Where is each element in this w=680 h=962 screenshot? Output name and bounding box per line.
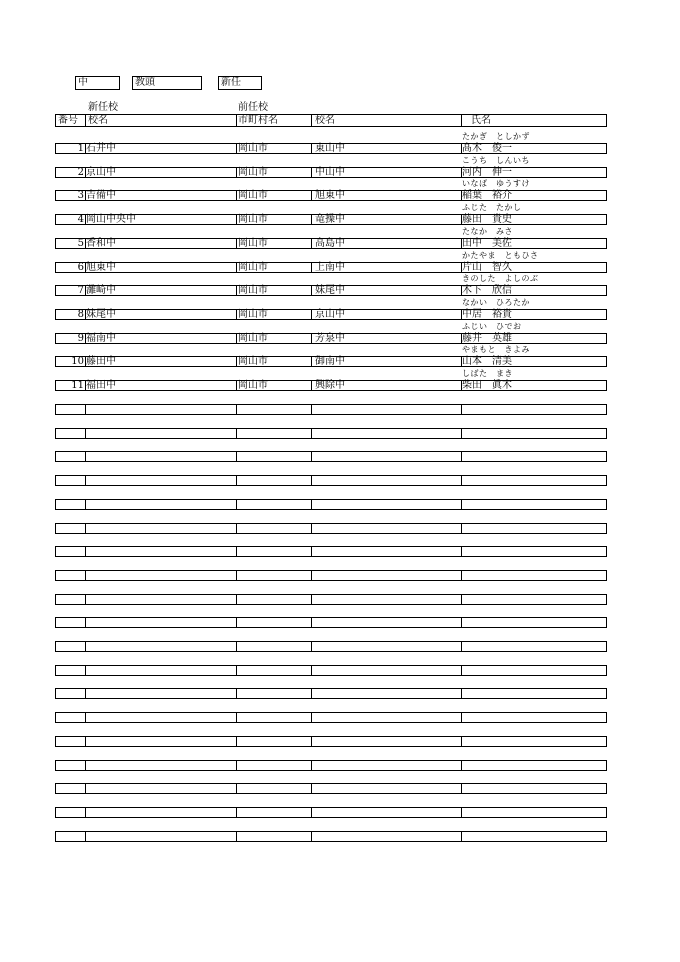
empty-table-row[interactable]	[55, 523, 607, 534]
empty-table-row[interactable]	[55, 546, 607, 557]
city-cell[interactable]: 岡山市	[238, 309, 268, 320]
name-reading: たかぎ としかず	[462, 132, 530, 141]
field-level[interactable]: 中	[75, 76, 120, 90]
new-school-cell[interactable]: 吉備中	[86, 190, 116, 201]
name-reading: なかい ひろたか	[462, 298, 530, 307]
city-cell[interactable]: 岡山市	[238, 285, 268, 296]
empty-table-row[interactable]	[55, 499, 607, 510]
city-cell[interactable]: 岡山市	[238, 356, 268, 367]
table-row	[55, 143, 607, 154]
empty-table-row[interactable]	[55, 736, 607, 747]
name-reading: いなば ゆうすけ	[462, 179, 530, 188]
name-reading: ふじい ひでお	[462, 322, 522, 331]
new-school-cell[interactable]: 福田中	[86, 380, 116, 391]
table-row	[55, 356, 607, 367]
previous-school-cell[interactable]: 上南中	[315, 262, 345, 273]
empty-table-row[interactable]	[55, 570, 607, 581]
new-school-cell[interactable]: 藤田中	[86, 356, 116, 367]
table-row	[55, 167, 607, 178]
city-cell[interactable]: 岡山市	[238, 262, 268, 273]
table-row	[55, 262, 607, 273]
table-row	[55, 309, 607, 320]
previous-school-cell[interactable]: 妹尾中	[315, 285, 345, 296]
city-cell[interactable]: 岡山市	[238, 143, 268, 154]
empty-table-row[interactable]	[55, 712, 607, 723]
name-cell[interactable]: 藤田 貴史	[462, 214, 512, 225]
city-cell[interactable]: 岡山市	[238, 167, 268, 178]
name-reading: ふじた たかし	[462, 203, 522, 212]
new-school-cell[interactable]: 灘崎中	[86, 285, 116, 296]
row-number: 5	[77, 238, 84, 249]
column-header-number: 番号	[58, 115, 78, 126]
previous-school-cell[interactable]: 京山中	[315, 309, 345, 320]
name-cell[interactable]: 山本 清美	[462, 356, 512, 367]
table-row	[55, 214, 607, 225]
previous-school-cell[interactable]: 中山中	[315, 167, 345, 178]
previous-school-cell[interactable]: 高島中	[315, 238, 345, 249]
table-header-row	[55, 114, 607, 127]
empty-table-row[interactable]	[55, 451, 607, 462]
row-number: 9	[77, 333, 84, 344]
name-cell[interactable]: 柴田 眞木	[462, 380, 512, 391]
table-row	[55, 333, 607, 344]
previous-school-cell[interactable]: 東山中	[315, 143, 345, 154]
empty-table-row[interactable]	[55, 475, 607, 486]
new-school-cell[interactable]: 福南中	[86, 333, 116, 344]
new-school-cell[interactable]: 岡山中央中	[86, 214, 136, 225]
previous-school-cell[interactable]: 興除中	[315, 380, 345, 391]
field-position[interactable]: 教頭	[132, 76, 202, 90]
new-school-cell[interactable]: 香和中	[86, 238, 116, 249]
previous-school-cell[interactable]: 御南中	[315, 356, 345, 367]
group-label-previous-school: 前任校	[238, 102, 268, 113]
new-school-cell[interactable]: 妹尾中	[86, 309, 116, 320]
table-row	[55, 238, 607, 249]
name-reading: きのした よしのぶ	[462, 274, 539, 283]
name-reading: やまもと きよみ	[462, 345, 530, 354]
row-number: 4	[77, 214, 84, 225]
column-header-name: 氏名	[471, 115, 491, 126]
empty-table-row[interactable]	[55, 404, 607, 415]
previous-school-cell[interactable]: 旭東中	[315, 190, 345, 201]
row-number: 11	[71, 380, 84, 391]
field-status[interactable]: 新任	[218, 76, 262, 90]
city-cell[interactable]: 岡山市	[238, 190, 268, 201]
name-cell[interactable]: 中居 裕貴	[462, 309, 512, 320]
table-row	[55, 380, 607, 391]
name-cell[interactable]: 藤井 英雄	[462, 333, 512, 344]
name-cell[interactable]: 片山 智久	[462, 262, 512, 273]
row-number: 3	[77, 190, 84, 201]
new-school-cell[interactable]: 京山中	[86, 167, 116, 178]
previous-school-cell[interactable]: 竜操中	[315, 214, 345, 225]
city-cell[interactable]: 岡山市	[238, 380, 268, 391]
previous-school-cell[interactable]: 芳泉中	[315, 333, 345, 344]
row-number: 6	[77, 262, 84, 273]
name-reading: たなか みさ	[462, 227, 513, 236]
table-row	[55, 190, 607, 201]
name-cell[interactable]: 木下 欣信	[462, 285, 512, 296]
group-label-new-school: 新任校	[88, 102, 118, 113]
column-header-previous-school: 校名	[315, 115, 335, 126]
name-cell[interactable]: 河内 伸一	[462, 167, 512, 178]
empty-table-row[interactable]	[55, 665, 607, 676]
city-cell[interactable]: 岡山市	[238, 238, 268, 249]
row-number: 1	[77, 143, 84, 154]
name-cell[interactable]: 田中 美佐	[462, 238, 512, 249]
name-reading: かたやま ともひさ	[462, 251, 539, 260]
empty-table-row[interactable]	[55, 831, 607, 842]
empty-table-row[interactable]	[55, 807, 607, 818]
empty-table-row[interactable]	[55, 783, 607, 794]
new-school-cell[interactable]: 旭東中	[86, 262, 116, 273]
city-cell[interactable]: 岡山市	[238, 214, 268, 225]
new-school-cell[interactable]: 石井中	[86, 143, 116, 154]
name-reading: しばた まき	[462, 369, 513, 378]
table-row	[55, 285, 607, 296]
column-header-new-school: 校名	[88, 115, 108, 126]
empty-table-row[interactable]	[55, 594, 607, 605]
column-header-city: 市町村名	[238, 115, 278, 126]
empty-table-row[interactable]	[55, 688, 607, 699]
row-number: 2	[77, 167, 84, 178]
empty-table-row[interactable]	[55, 641, 607, 652]
empty-table-row[interactable]	[55, 760, 607, 771]
empty-table-row[interactable]	[55, 428, 607, 439]
name-cell[interactable]: 稲葉 裕介	[462, 190, 512, 201]
row-number: 7	[77, 285, 84, 296]
name-reading: こうち しんいち	[462, 156, 530, 165]
city-cell[interactable]: 岡山市	[238, 333, 268, 344]
row-number: 10	[71, 356, 84, 367]
empty-table-row[interactable]	[55, 617, 607, 628]
row-number: 8	[77, 309, 84, 320]
name-cell[interactable]: 髙木 俊一	[462, 143, 512, 154]
